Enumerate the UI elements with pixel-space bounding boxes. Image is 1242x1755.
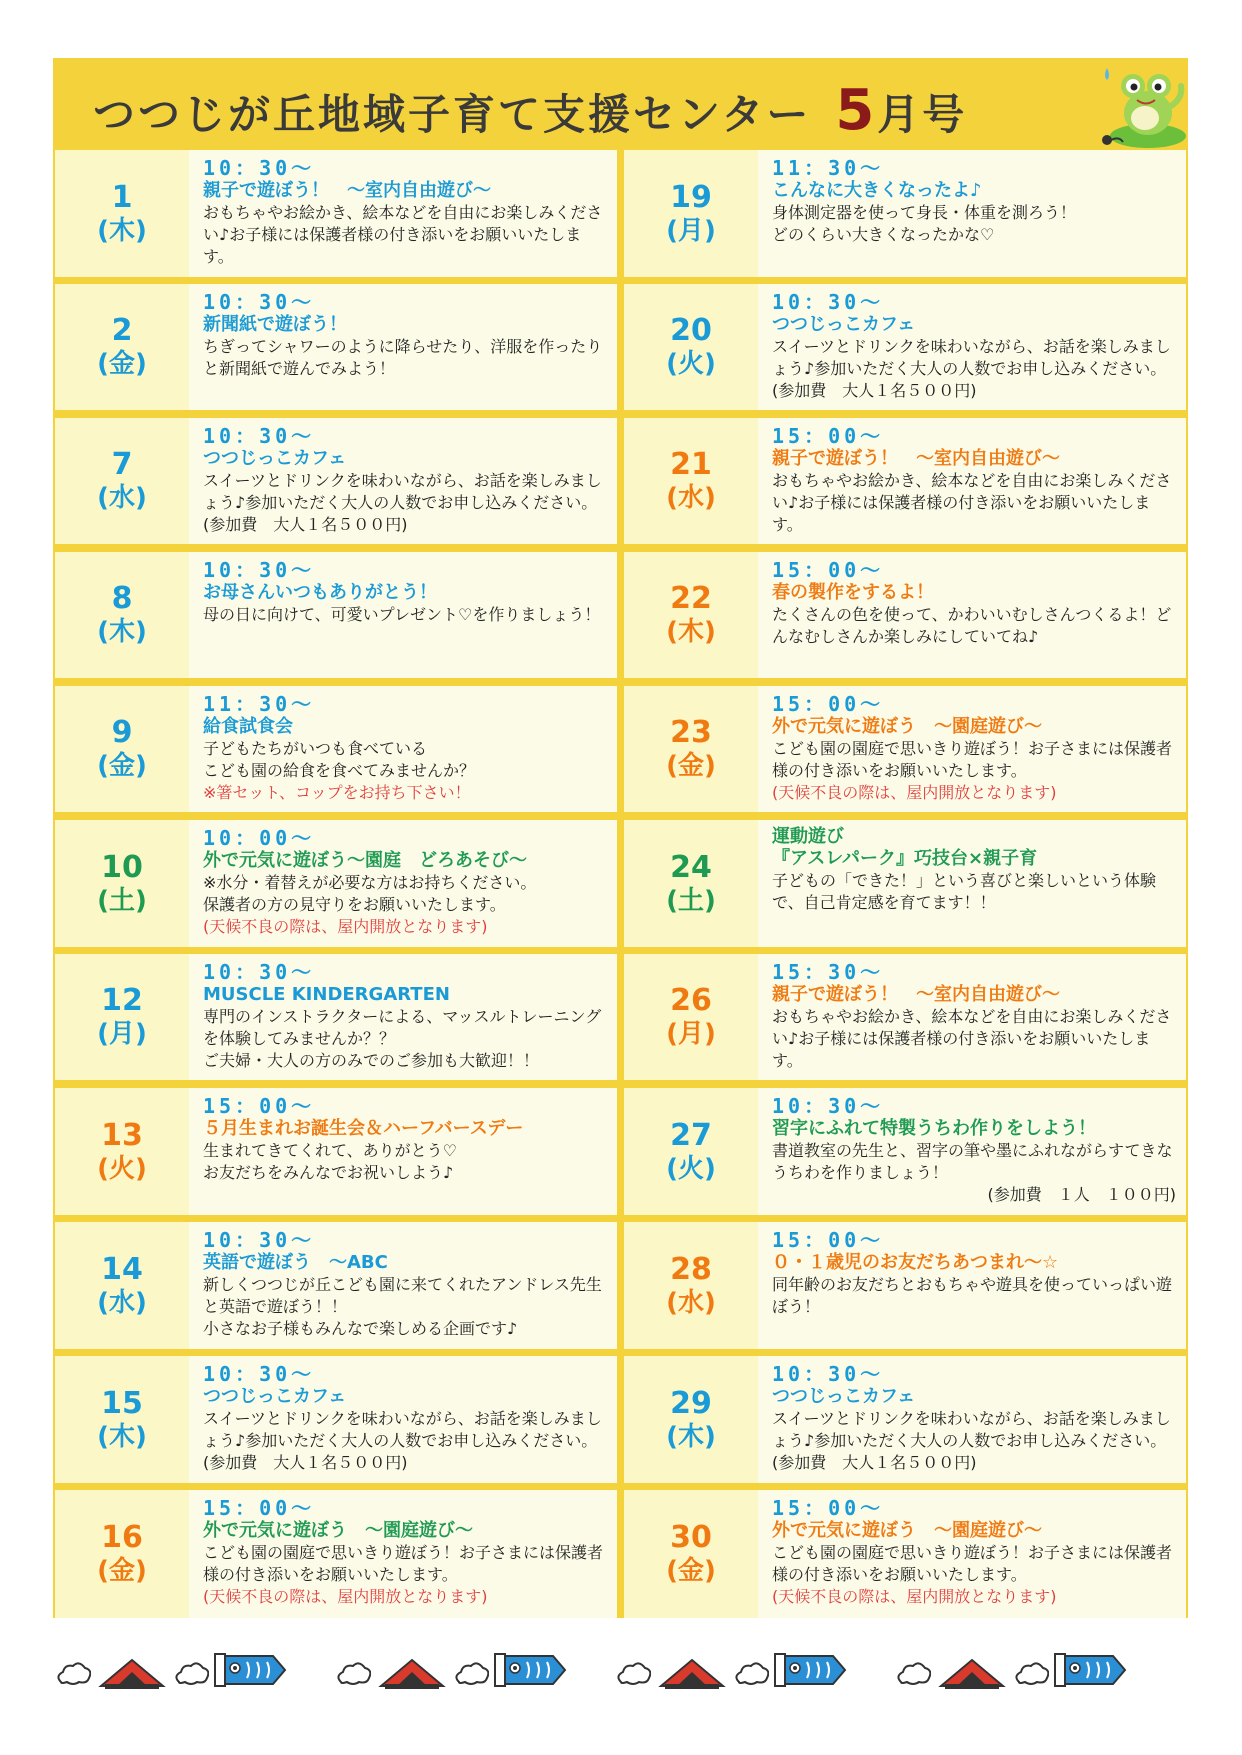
event-title: 親子で遊ぼう！ ～室内自由遊び～: [772, 984, 1060, 1005]
date-number: 19: [670, 179, 712, 215]
event-row: [55, 284, 617, 410]
event-title: 新聞紙で遊ぼう！: [203, 314, 347, 335]
event-date: [55, 284, 189, 410]
event-date: [55, 552, 189, 678]
event-time: 10：30～: [772, 1362, 885, 1386]
day-of-week: (木): [97, 215, 147, 246]
event-row: [624, 150, 1186, 277]
event-description: おもちゃやお絵かき、絵本などを自由にお楽しみください♪お子様には保護者様の付き添いをお願いいたします。: [772, 1007, 1172, 1070]
event-description: 同年齢のお友だちとおもちゃや遊具を使っていっぱい遊ぼう！: [772, 1275, 1173, 1316]
event-note: (天候不良の際は、屋内開放となります): [772, 783, 1057, 802]
event-title: 親子で遊ぼう！ ～室内自由遊び～: [203, 180, 491, 201]
event-description: こども園の園庭で思いきり遊ぼう！お子さまには保護者様の付き添いをお願いいたします。: [772, 1543, 1173, 1584]
date-number: 13: [101, 1117, 143, 1153]
event-body: [772, 558, 1180, 648]
date-number: 23: [670, 715, 712, 750]
event-date: [55, 954, 189, 1080]
cloud-icon: [453, 1660, 489, 1690]
kabuto-helmet-icon: [937, 1652, 1007, 1692]
event-description: おもちゃやお絵かき、絵本などを自由にお楽しみください♪お子様には保護者様の付き添いをお願いいたします。: [772, 471, 1172, 534]
event-description: こども園の園庭で思いきり遊ぼう！お子さまには保護者様の付き添いをお願いいたします。: [203, 1543, 604, 1584]
event-description: ※水分・着替えが必要な方はお持ちください。 保護者の方の見守りをお願いいたします。: [203, 873, 537, 914]
event-row: [55, 1356, 617, 1483]
day-of-week: (金): [666, 1556, 716, 1586]
event-body: [203, 960, 611, 1072]
event-time: 11：30～: [772, 156, 885, 180]
event-body: [772, 1362, 1180, 1474]
cloud-icon: [335, 1660, 371, 1690]
koinobori-fish-icon: [1053, 1650, 1127, 1690]
event-title: つつじっこカフェ: [772, 1386, 916, 1407]
event-date: [624, 1490, 758, 1618]
event-body: [203, 826, 611, 938]
event-body: [772, 156, 1180, 246]
day-of-week: (金): [666, 751, 716, 781]
event-time: 15：30～: [772, 960, 885, 984]
event-description: スイーツとドリンクを味わいながら、お話を楽しみましょう♪参加いただく大人の人数でお申し込みください。(参加費 大人１名５００円): [772, 337, 1171, 400]
event-date: [624, 1088, 758, 1215]
koinobori-fish-icon: [773, 1650, 847, 1690]
event-date: [624, 1356, 758, 1483]
date-number: 16: [101, 1520, 143, 1555]
date-number: 14: [101, 1251, 143, 1287]
event-date: [55, 1222, 189, 1349]
event-note: (天候不良の際は、屋内開放となります): [203, 917, 488, 936]
cloud-icon: [55, 1660, 91, 1690]
event-title: 外で元気に遊ぼう ～園庭遊び～: [772, 1520, 1042, 1541]
event-body: [772, 960, 1180, 1072]
date-number: 27: [670, 1117, 712, 1153]
event-time: 10：30～: [203, 290, 316, 314]
event-row: [55, 954, 617, 1080]
event-date: [624, 954, 758, 1080]
event-description: ちぎってシャワーのように降らせたり、洋服を作ったりと新聞紙で遊んでみよう！: [203, 337, 603, 378]
cloud-icon: [1013, 1660, 1049, 1690]
event-time: 10：30～: [203, 1362, 316, 1386]
event-date: [55, 150, 189, 277]
date-number: 1: [111, 179, 133, 215]
day-of-week: (水): [666, 1287, 716, 1318]
event-row: [55, 552, 617, 678]
event-body: [203, 290, 611, 380]
event-body: [203, 424, 611, 536]
day-of-week: (月): [666, 1019, 716, 1049]
event-body: [203, 1362, 611, 1474]
date-number: 7: [111, 447, 133, 482]
event-row: [624, 820, 1186, 947]
event-body: [772, 1496, 1180, 1608]
event-description: 子どもの「できた！」という喜びと楽しいという体験で、自己肯定感を育てます！！: [772, 871, 1157, 912]
day-of-week: (土): [666, 885, 716, 916]
event-date: [624, 418, 758, 544]
event-date: [55, 418, 189, 544]
event-description: 書道教室の先生と、習字の筆や墨にふれながらすてきなうちわを作りましょう！: [772, 1141, 1173, 1182]
day-of-week: (火): [97, 1153, 147, 1184]
event-date: [55, 686, 189, 812]
event-date: [624, 1222, 758, 1349]
event-description: 身体測定器を使って身長・体重を測ろう！ どのくらい大きくなったかな♡: [772, 203, 1077, 244]
event-note: ※箸セット、コップをお持ち下さい！: [203, 783, 471, 802]
event-time: 10：30～: [772, 290, 885, 314]
day-of-week: (土): [97, 885, 147, 916]
event-description: こども園の園庭で思いきり遊ぼう！お子さまには保護者様の付き添いをお願いいたします。: [772, 739, 1173, 780]
event-row: [624, 954, 1186, 1080]
day-of-week: (火): [666, 349, 716, 379]
event-time: 15：00～: [772, 692, 885, 716]
event-row: [55, 1222, 617, 1349]
event-date: [55, 1356, 189, 1483]
event-row: [55, 418, 617, 544]
footer-decoration: [55, 1640, 1190, 1710]
date-number: 12: [101, 983, 143, 1018]
event-description: スイーツとドリンクを味わいながら、お話を楽しみましょう♪参加いただく大人の人数でお申し込みください。(参加費 大人１名５００円): [203, 1409, 602, 1472]
day-of-week: (金): [97, 751, 147, 781]
cloud-icon: [173, 1660, 209, 1690]
event-date: [624, 820, 758, 947]
event-title: MUSCLE KINDERGARTEN: [203, 984, 450, 1005]
event-body: [772, 692, 1180, 804]
event-time: 10：30～: [203, 960, 316, 984]
event-title: ５月生まれお誕生会＆ハーフバースデー: [203, 1118, 524, 1139]
cloud-icon: [733, 1660, 769, 1690]
event-title: つつじっこカフェ: [772, 314, 916, 335]
event-title: ０・１歳児のお友だちあつまれ～☆: [772, 1252, 1059, 1273]
date-number: 28: [670, 1251, 712, 1287]
event-description: 専門のインストラクターによる、マッスルトレーニングを体験してみませんか？？ ご夫婦・大人の方のみでのご参加も大歓迎！！: [203, 1007, 602, 1070]
event-title: こんなに大きくなったよ♪: [772, 180, 982, 201]
month-suffix: 月号: [877, 90, 968, 139]
event-description: たくさんの色を使って、かわいいむしさんつくるよ！どんなむしさんか楽しみにしていてね♪: [772, 605, 1172, 646]
event-time: 15：00～: [772, 558, 885, 582]
event-time: 15：00～: [772, 1228, 885, 1252]
event-row: [624, 1088, 1186, 1215]
event-row: [55, 820, 617, 947]
event-body: [772, 826, 1180, 914]
day-of-week: (木): [666, 1421, 716, 1452]
event-row: [624, 1490, 1186, 1618]
event-description: 母の日に向けて、可愛いプレゼント♡を作りましょう！: [203, 605, 601, 624]
event-time: 10：30～: [203, 156, 316, 180]
event-title: 運動遊び 『アスレパーク』巧技台×親子育: [772, 826, 1038, 869]
event-date: [55, 1088, 189, 1215]
day-of-week: (月): [666, 215, 716, 246]
day-of-week: (月): [97, 1019, 147, 1049]
date-number: 9: [111, 715, 133, 750]
page-title: [93, 78, 967, 143]
event-title: 外で元気に遊ぼう ～園庭遊び～: [772, 716, 1042, 737]
event-title: 春の製作をするよ！: [772, 582, 934, 603]
event-note: (天候不良の際は、屋内開放となります): [203, 1587, 488, 1606]
frog-icon: [1093, 58, 1188, 153]
event-row: [55, 686, 617, 812]
day-of-week: (火): [666, 1153, 716, 1184]
event-date: [55, 820, 189, 947]
event-time: 10：30～: [772, 1094, 885, 1118]
day-of-week: (木): [666, 617, 716, 647]
event-time: 10：30～: [203, 1228, 316, 1252]
event-body: [772, 290, 1180, 402]
event-description: スイーツとドリンクを味わいながら、お話を楽しみましょう♪参加いただく大人の人数でお申し込みください。(参加費 大人１名５００円): [772, 1409, 1171, 1472]
event-title: お母さんいつもありがとう！: [203, 582, 437, 603]
event-date: [624, 284, 758, 410]
event-time: 10：30～: [203, 558, 316, 582]
date-number: 10: [101, 849, 143, 885]
event-row: [624, 418, 1186, 544]
event-description: スイーツとドリンクを味わいながら、お話を楽しみましょう♪参加いただく大人の人数でお申し込みください。(参加費 大人１名５００円): [203, 471, 602, 534]
event-description: 新しくつつじが丘こども園に来てくれたアンドレス先生と英語で遊ぼう！！ 小さなお子様もみんなで楽しめる企画です♪: [203, 1275, 602, 1338]
event-title: 外で元気に遊ぼう ～園庭遊び～: [203, 1520, 473, 1541]
date-number: 29: [670, 1385, 712, 1421]
date-number: 22: [670, 581, 712, 616]
event-date: [624, 552, 758, 678]
event-title: 習字にふれて特製うちわ作りをしよう！: [772, 1118, 1096, 1139]
date-number: 21: [670, 447, 712, 482]
date-number: 26: [670, 983, 712, 1018]
event-time: 15：00～: [772, 424, 885, 448]
event-title: つつじっこカフェ: [203, 448, 347, 469]
event-row: [55, 1490, 617, 1618]
cloud-icon: [615, 1660, 651, 1690]
event-row: [624, 1356, 1186, 1483]
event-row: [55, 1088, 617, 1215]
date-number: 2: [111, 313, 133, 348]
event-body: [772, 1228, 1180, 1318]
date-number: 30: [670, 1520, 712, 1555]
event-body: [203, 1496, 611, 1608]
event-row: [624, 1222, 1186, 1349]
day-of-week: (金): [97, 349, 147, 379]
koinobori-fish-icon: [493, 1650, 567, 1690]
title-text: つつじが丘地域子育て支援センター: [93, 90, 812, 139]
koinobori-fish-icon: [213, 1650, 287, 1690]
event-row: [624, 284, 1186, 410]
day-of-week: (木): [97, 617, 147, 647]
event-time: 10：00～: [203, 826, 316, 850]
header: [53, 58, 1188, 148]
month-number: 5: [835, 78, 878, 143]
event-row: [624, 552, 1186, 678]
event-time: 10：30～: [203, 424, 316, 448]
event-time: 15：00～: [203, 1496, 316, 1520]
date-number: 8: [111, 581, 133, 616]
event-body: [203, 558, 611, 626]
event-body: [772, 424, 1180, 536]
event-time: 15：00～: [772, 1496, 885, 1520]
event-title: 英語で遊ぼう ～ABC: [203, 1252, 388, 1273]
event-row: [624, 686, 1186, 812]
event-date: [624, 686, 758, 812]
day-of-week: (水): [97, 483, 147, 513]
kabuto-helmet-icon: [377, 1652, 447, 1692]
event-time: 15：00～: [203, 1094, 316, 1118]
event-title: 親子で遊ぼう！ ～室内自由遊び～: [772, 448, 1060, 469]
event-title: 給食試食会: [203, 716, 293, 737]
event-title: 外で元気に遊ぼう～園庭 どろあそび～: [203, 850, 527, 871]
kabuto-helmet-icon: [97, 1652, 167, 1692]
day-of-week: (木): [97, 1421, 147, 1452]
event-description: 子どもたちがいつも食べている こども園の給食を食べてみませんか？: [203, 739, 476, 780]
day-of-week: (水): [97, 1287, 147, 1318]
date-number: 15: [101, 1385, 143, 1421]
event-title: つつじっこカフェ: [203, 1386, 347, 1407]
day-of-week: (水): [666, 483, 716, 513]
event-body: [203, 156, 611, 268]
day-of-week: (金): [97, 1556, 147, 1586]
event-body: [772, 1094, 1180, 1206]
event-date: [55, 1490, 189, 1618]
event-note: (天候不良の際は、屋内開放となります): [772, 1587, 1057, 1606]
date-number: 20: [670, 313, 712, 348]
event-description: おもちゃやお絵かき、絵本などを自由にお楽しみください♪お子様には保護者様の付き添いをお願いいたします。: [203, 203, 603, 266]
cloud-icon: [895, 1660, 931, 1690]
event-row: [55, 150, 617, 277]
event-time: 11：30～: [203, 692, 316, 716]
event-description: 生まれてきてくれて、ありがとう♡ お友だちをみんなでお祝いしよう♪: [203, 1141, 458, 1182]
event-body: [203, 692, 611, 804]
kabuto-helmet-icon: [657, 1652, 727, 1692]
event-body: [203, 1094, 611, 1184]
event-fee: (参加費 １人 １００円): [987, 1185, 1176, 1204]
event-date: [624, 150, 758, 277]
event-body: [203, 1228, 611, 1340]
date-number: 24: [670, 849, 712, 885]
